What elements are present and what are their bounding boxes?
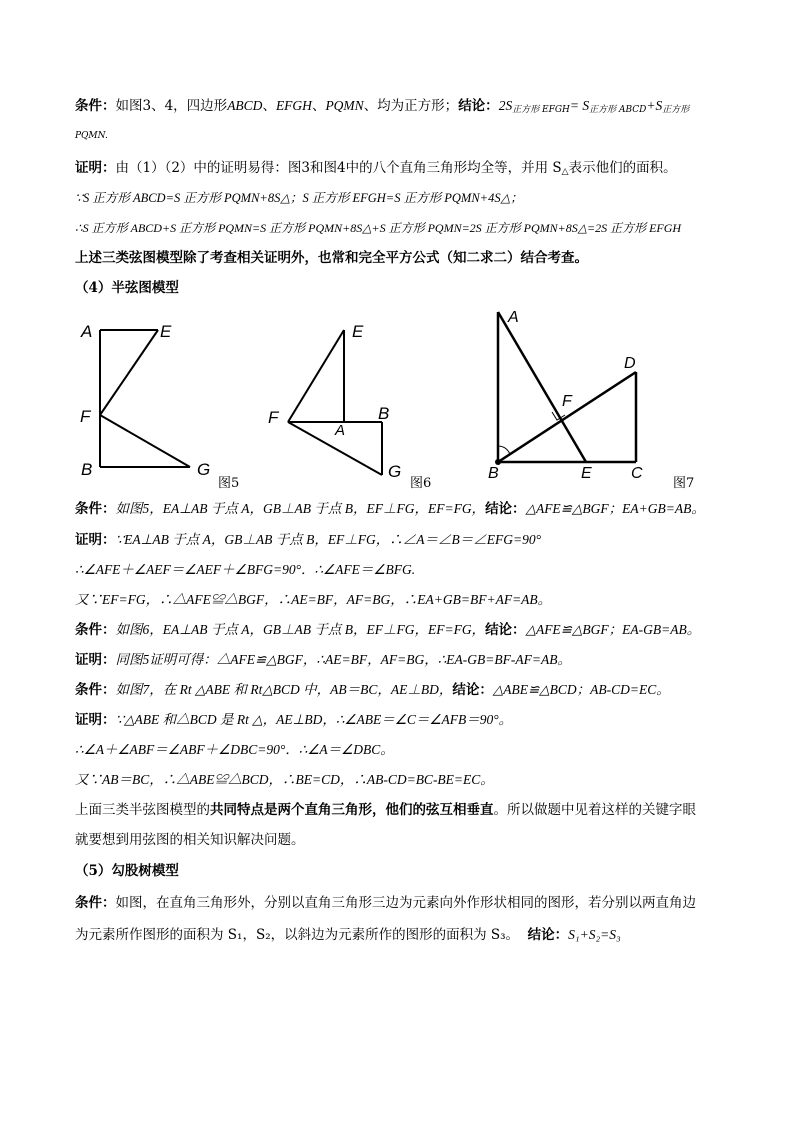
figure-7 [480,300,660,485]
condition-line-fig6 [75,620,700,640]
fig5-label-f: F [80,407,91,426]
figure-5 [75,315,255,485]
condition-tail: 、均为正方形； [363,98,459,114]
sub-efgh: 正方形 EFGH [512,105,570,115]
proof-label: 证明： [75,712,116,728]
efgh: EFGH [275,98,312,113]
proof-label: 证明： [75,160,116,176]
fig7-label-c: C [631,465,643,482]
proof-line-fig5 [75,530,541,550]
fig6-label-e: E [352,322,364,341]
since-line: ∵S 正方形 ABCD=S 正方形 PQMN+8S△；S 正方形 EFGH=S 正方形 PQMN+4S△； [75,191,523,205]
fig6-label-f: F [268,408,279,427]
condition-label: 条件： [75,622,116,638]
condition-label: 条件： [75,98,116,114]
section-heading-half-chord: （4）半弦图模型 [75,280,179,296]
conclusion-label: 结论： [458,98,499,114]
fig7-label-f: F [562,393,572,410]
fig7-label-e: E [581,465,592,482]
section-heading-pythagoras-tree: （5）勾股树模型 [75,863,179,879]
conclusion-text: △AFE≌△BGF；EA-GB=AB。 [525,622,701,637]
fig7-caption: 图7 [673,476,695,491]
common-feature-line [75,800,696,820]
condition-label: 条件： [75,501,116,517]
condition-line-fig7 [75,680,670,700]
common-feature-bold: 共同特点是两个直角三角形，他们的弦互相垂直 [210,802,494,818]
proof-text: 由（1）（2）中的证明易得：图3和图4中的八个直角三角形均全等，并用 S [115,160,562,176]
condition-label: 条件： [75,682,116,698]
condition-line-tree [75,893,696,913]
condition-line-tree-2 [75,925,621,945]
fig5-caption: 图5 [218,476,240,491]
figure-6 [260,315,420,485]
fig5-segment-ef [100,330,158,415]
condition-text: 如图，在直角三角形外，分别以直角三角形三边为元素向外作形状相同的图形，若分别以两直角边 [115,895,696,911]
conclusion-text: S₁+S₂=S₃ [568,927,621,942]
sep: 、 [311,98,326,114]
condition-text: 如图7，在 Rt △ABE 和 Rt△BCD 中，AB＝BC，AE⊥BD， [115,682,453,697]
conclusion-label: 结论： [485,501,526,517]
fig7-segment-bd [498,372,636,462]
fig5-segment-fg [100,415,190,467]
summary-line: 上述三类弦图模型除了考查相关证明外，也常和完全平方公式（知二求二）结合考查。 [75,250,588,266]
fig5-label-b: B [81,460,93,479]
conclusion-text: △ABE≌△BCD；AB-CD=EC。 [492,682,670,697]
fig7-label-b: B [488,465,499,482]
fig7-angle-arc-b [498,446,510,454]
conclusion-label: 结论： [485,622,526,638]
therefore-line: ∴S 正方形 ABCD+S 正方形 PQMN=S 正方形 PQMN+8S△+S 正方形 PQMN=2S 正方形 PQMN+8S△=2S 正方形 EFGH [75,221,682,235]
proof-text: ∵△ABE 和△BCD 是 Rt △，AE⊥BD，∴∠ABE＝∠C＝∠AFB＝90°。 [115,712,513,727]
triangle-sub: △ [561,167,569,177]
conclusion-eq: = S [569,98,590,113]
proof-line-fig5-3: 又∵EF=FG，∴△AFE≌△BGF，∴AE=BF，AF=BG，∴EA+GB=BF+AF=AB。 [75,592,552,607]
fig6-segment-ef [288,330,344,422]
fig6-label-g: G [388,462,402,481]
proof-line-fig5-2: ∴∠AFE＋∠AEF＝∠AEF＋∠BFG=90°．∴∠AFE＝∠BFG. [75,562,416,577]
sub-abcd: 正方形 ABCD [589,105,647,115]
fig6-caption: 图6 [410,476,432,491]
proof-text: ∵EA⊥AB 于点 A，GB⊥AB 于点 B，EF⊥FG，∴∠A＝∠B＝∠EFG=90° [115,532,542,547]
fig7-label-d: D [624,355,636,372]
sep: 、 [262,98,276,114]
condition-line-fig5 [75,499,705,519]
common-feature-post: 。所以做题中见着这样的关键字眼 [493,802,696,818]
common-feature-pre: 上面三类半弦图模型的 [75,802,210,818]
proof-tail: 表示他们的面积。 [568,160,677,176]
proof-line-fig7 [75,710,512,730]
proof-line-fig6 [75,650,571,670]
fig7-segment-ae [498,312,586,462]
pqmn-wrap: PQMN. [75,131,108,141]
condition-text: 如图3、4，四边形 [115,98,228,114]
conclusion-text: △AFE≌△BGF；EA+GB=AB。 [525,501,705,516]
proof-line-fig34 [75,158,677,182]
proof-label: 证明： [75,532,116,548]
fig6-label-a: A [335,422,346,439]
conclusion-2s: 2S [498,98,513,113]
fig5-label-e: E [160,322,172,341]
fig5-label-a: A [81,322,93,341]
proof-line-fig7-2: ∴∠A＋∠ABF＝∠ABF＋∠DBC=90°．∴∠A＝∠DBC。 [75,742,394,757]
sub-square: 正方形 [662,105,690,115]
fig6-label-b: B [378,404,390,423]
condition-line-fig34 [75,96,689,120]
conclusion-label: 结论： [452,682,493,698]
proof-text: 同图5证明可得：△AFE≌△BGF，∴AE=BF，AF=BG，∴EA-GB=BF-AF=AB。 [115,652,571,667]
condition-text: 为元素所作图形的面积为 S₁，S₂，以斜边为元素所作的图形的面积为 S₃。 [75,927,520,943]
condition-text: 如图5，EA⊥AB 于点 A，GB⊥AB 于点 B，EF⊥FG，EF=FG， [115,501,486,516]
fig5-label-g: G [197,460,211,479]
conclusion-plus: +S [646,98,663,113]
proof-label: 证明： [75,652,116,668]
conclusion-label: 结论： [527,927,569,943]
pqmn: PQMN [325,98,364,113]
abcd: ABCD [227,98,263,113]
condition-text: 如图6，EA⊥AB 于点 A，GB⊥AB 于点 B，EF⊥FG，EF=FG， [115,622,486,637]
common-feature-line-2: 就要想到用弦图的相关知识解决问题。 [75,832,305,848]
fig7-label-a: A [508,309,519,326]
proof-line-fig7-3: 又∵AB＝BC，∴△ABE≌△BCD，∴BE=CD，∴AB-CD=BC-BE=EC。 [75,772,494,787]
condition-label: 条件： [75,895,116,911]
